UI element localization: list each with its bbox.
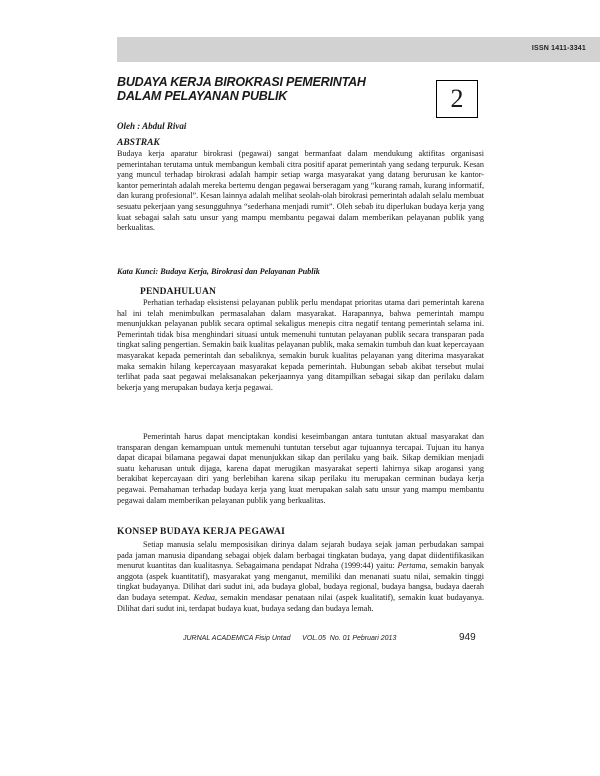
paragraph-pendahuluan-2: Pemerintah harus dapat menciptakan kondisi keseimbangan antara tuntutan aktual masyarakat dan transparan dengan kemampuan untuk memenuhi tuntutan tersebut agar tujuannya tercapai. Tujuan itu hanya dapat dicapai bilamana pegawai dapat menunjukkan sikap dan perilaku yang baik. Sikap demikian menjadi suatu keharusan untuk dijaga, karena dapat merugikan masyarakat seperti lahirnya sikap arogansi yang berakibat kepercayaan diri yang berlebihan karena sikap perilaku itu merupakan cerminan budaya kerja pegawai. Pemahaman terhadap budaya kerja yang kuat merupakan salah satu unsur yang mampu membantu pegawai dalam memberikan pelayanan publik yang berkualitas. [117,432,484,505]
article-title-line-1: BUDAYA KERJA BIROKRASI PEMERINTAH [117,75,366,89]
paragraph-konsep-part-c: , semakin mendasar penataan nilai (aspek kualitatif), semakin kuat budayanya. Dilihat dari sudut ini, terdapat budaya kuat, budaya sedang dan budaya lemah. [117,592,484,613]
abstract-heading: ABSTRAK [117,138,160,148]
section-heading-konsep: KONSEP BUDAYA KERJA PEGAWAI [117,527,286,537]
chapter-number-box: 2 [436,80,478,118]
issn-label: ISSN 1411-3341 [531,45,586,52]
abstract-text: Budaya kerja aparatur birokrasi (pegawai) sangat bermanfaat dalam mendukung aktifitas organisasi pemerintahan terutama untuk membangun kembali citra positif aparat pemerintah yang sedang terpuruk. Kesan yang muncul terhadap birokrasi adalah hampir setiap warga masyarakat yang datang berurusan ke kantor-kantor pemerintah adalah mereka bertemu dengan pegawai berseragam yang “kurang ramah, kurang informatif, dan kurang profesional”. Kesan lainnya adalah melihat seolah-olah birokrasi pemerintah adalah selalu membuat sesuatu pekerjaan yang sesungguhnya “sederhana menjadi rumit”. Oleh sebab itu diperlukan budaya kerja yang kuat sebagai salah satu unsur yang mampu membantu pegawai dalam memberikan pelayanan publik yang berkualitas. [117,149,484,233]
header-band [117,37,600,62]
article-title-line-2: DALAM PELAYANAN PUBLIK [117,89,288,103]
paragraph-konsep-part-a: Setiap manusia selalu memposisikan dirinya dalam sejarah budaya sejak jaman perbudakan sampai pada jaman manusia dipandang sebagai objek dalam berbagai tingkatan budaya, yang dapat diidentifikasikan menurut kuantitas dan kualitasnya. Sebagaimana pendapat Ndraha (1999:44) yaitu: [117,540,484,571]
paragraph-konsep-1 [117,540,484,614]
emphasis-pertama: Pertama [397,561,426,571]
emphasis-kedua: Kedua [193,592,216,602]
keywords: Kata Kunci: Budaya Kerja, Birokrasi dan Pelayanan Publik [117,267,320,276]
paragraph-konsep-part-b: , semakin banyak anggota (aspek kuantitatif), masyarakat yang menganut, memiliki dan menanati suatu nilai, semakin tinggi tingkat budayanya. Dilihat dari sudut ini, ada budaya global, budaya regional, budaya bangsa, budaya daerah dan budaya setempat. [117,561,484,602]
footer-journal: JURNAL ACADEMICA Fisip Untad VOL.05 No. 01 Pebruari 2013 [183,635,397,642]
author-line: Oleh : Abdul Rivai [117,121,187,131]
section-heading-pendahuluan: PENDAHULUAN [140,287,217,297]
page-number: 949 [459,632,476,643]
article-title [117,75,437,103]
paragraph-pendahuluan-1: Perhatian terhadap eksistensi pelayanan publik perlu mendapat prioritas utama dari pemerintah karena hal ini telah menimbulkan permasalahan dalam masyarakat. Harapannya, bahwa pemerintah mampu menunjukkan pelayanan publik secara optimal sekaligus menepis citra negatif tentang pemerintah selama ini. Pemerintah tidak bisa menghindari situasi untuk memenuhi tuntutan pelayanan publik secara transparan pada tingkat saling pengertian. Semakin baik kualitas pelayanan publik, maka semakin tumbuh dan kuat kepercayaan masyarakat kepada pemerintah dan sebaliknya, semakin buruk kualitas pelayanan yang diterima masyarakat maka semakin hilang kepercayaan masyarakat kepada pemerintah. Hubungan sebab akibat tersebut mulai terlihat pada saat pegawai melaksanakan pekerjaannya yang ditampilkan sebagai sikap dan perilaku dalam bekerja yang merupakan budaya kerja pegawai. [117,298,484,392]
